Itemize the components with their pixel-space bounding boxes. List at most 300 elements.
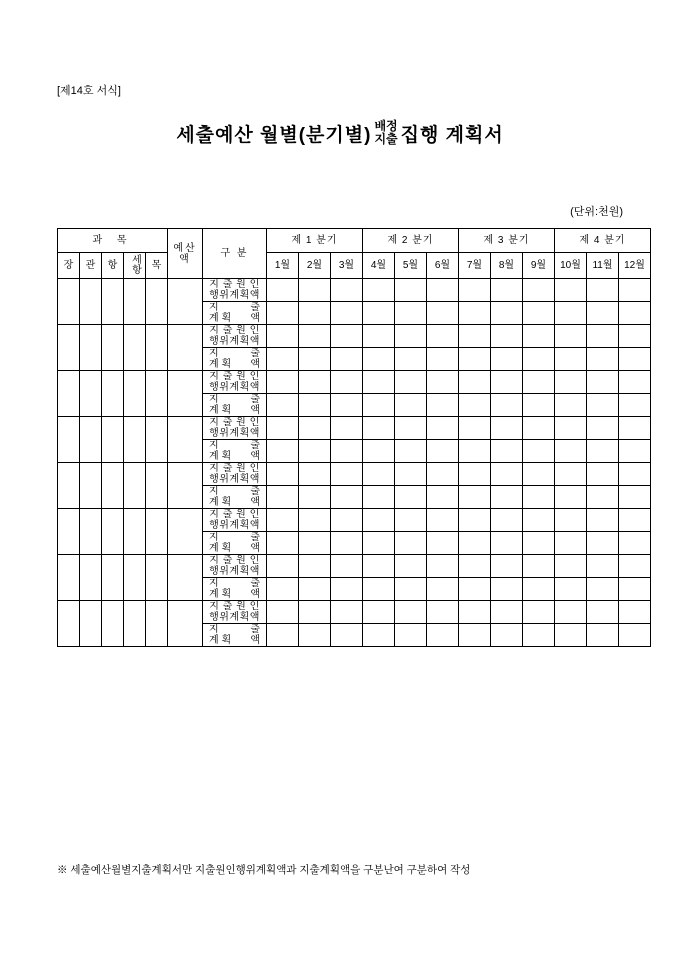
header-month-4: 4월 bbox=[363, 253, 395, 279]
header-month-8: 8월 bbox=[491, 253, 523, 279]
cell-gwamok[interactable] bbox=[80, 463, 102, 509]
cell-month-value[interactable] bbox=[555, 509, 587, 532]
cell-gwamok[interactable] bbox=[102, 555, 124, 601]
cell-month-value[interactable] bbox=[491, 371, 523, 394]
cell-gwamok[interactable] bbox=[146, 555, 168, 601]
header-gwamok-label: 과 목 bbox=[92, 235, 133, 246]
cell-month-value[interactable] bbox=[459, 555, 491, 578]
cell-month-value[interactable] bbox=[555, 325, 587, 348]
cell-month-value[interactable] bbox=[587, 509, 619, 532]
header-month-9: 9월 bbox=[523, 253, 555, 279]
cell-month-value[interactable] bbox=[459, 463, 491, 486]
cell-month-value[interactable] bbox=[267, 463, 299, 486]
cell-month-value[interactable] bbox=[491, 555, 523, 578]
cell-month-value[interactable] bbox=[395, 509, 427, 532]
cell-budget-amount[interactable] bbox=[168, 371, 203, 417]
cell-month-value[interactable] bbox=[427, 624, 459, 647]
cell-gwamok[interactable] bbox=[146, 509, 168, 555]
cell-month-value[interactable] bbox=[267, 394, 299, 417]
cell-month-value[interactable] bbox=[459, 279, 491, 302]
cell-month-value[interactable] bbox=[331, 279, 363, 302]
cell-month-value[interactable] bbox=[459, 325, 491, 348]
cell-month-value[interactable] bbox=[619, 440, 651, 463]
form-code: [제14호 서식] bbox=[57, 85, 121, 97]
cell-month-value[interactable] bbox=[619, 555, 651, 578]
gubun-expense-cause-line2: 행위계획액 bbox=[209, 520, 260, 531]
cell-month-value[interactable] bbox=[459, 509, 491, 532]
cell-month-value[interactable] bbox=[523, 624, 555, 647]
cell-month-value[interactable] bbox=[299, 440, 331, 463]
cell-gwamok[interactable] bbox=[102, 371, 124, 417]
cell-month-value[interactable] bbox=[331, 417, 363, 440]
cell-month-value[interactable] bbox=[331, 509, 363, 532]
cell-month-value[interactable] bbox=[491, 624, 523, 647]
cell-month-value[interactable] bbox=[587, 279, 619, 302]
cell-month-value[interactable] bbox=[331, 394, 363, 417]
cell-gwamok[interactable] bbox=[146, 325, 168, 371]
cell-month-value[interactable] bbox=[331, 601, 363, 624]
cell-month-value[interactable] bbox=[555, 348, 587, 371]
title-main-right: 집행 계획서 bbox=[400, 125, 504, 147]
cell-gubun-expense-plan bbox=[203, 486, 267, 509]
cell-month-value[interactable] bbox=[267, 348, 299, 371]
header-gwamok-jang: 장 bbox=[58, 253, 80, 279]
cell-gwamok[interactable] bbox=[146, 279, 168, 325]
cell-month-value[interactable] bbox=[299, 325, 331, 348]
unit-note: (단위:천원) bbox=[570, 206, 623, 218]
cell-gwamok[interactable] bbox=[102, 601, 124, 647]
header-quarter-3: 제 3 분기 bbox=[459, 229, 555, 253]
gubun-expense-plan-line1: 지 출 bbox=[209, 486, 260, 497]
cell-gwamok[interactable] bbox=[58, 601, 80, 647]
cell-gwamok[interactable] bbox=[58, 463, 80, 509]
cell-gwamok[interactable] bbox=[80, 371, 102, 417]
cell-month-value[interactable] bbox=[555, 486, 587, 509]
cell-gwamok[interactable] bbox=[102, 417, 124, 463]
cell-month-value[interactable] bbox=[299, 601, 331, 624]
cell-month-value[interactable] bbox=[427, 417, 459, 440]
cell-gwamok[interactable] bbox=[124, 279, 146, 325]
cell-gwamok[interactable] bbox=[102, 463, 124, 509]
gubun-expense-plan-line2: 계 획 액 bbox=[209, 405, 260, 416]
gubun-expense-plan-line1: 지 출 bbox=[209, 302, 260, 313]
cell-month-value[interactable] bbox=[587, 440, 619, 463]
title-main-left: 세출예산 월별(분기별) bbox=[176, 125, 372, 147]
gubun-expense-plan-line1: 지 출 bbox=[209, 624, 260, 635]
cell-month-value[interactable] bbox=[619, 394, 651, 417]
cell-month-value[interactable] bbox=[555, 302, 587, 325]
cell-month-value[interactable] bbox=[427, 532, 459, 555]
header-month-11: 11월 bbox=[587, 253, 619, 279]
cell-month-value[interactable] bbox=[267, 302, 299, 325]
cell-budget-amount[interactable] bbox=[168, 601, 203, 647]
cell-month-value[interactable] bbox=[363, 417, 395, 440]
header-month-3: 3월 bbox=[331, 253, 363, 279]
cell-month-value[interactable] bbox=[619, 486, 651, 509]
cell-month-value[interactable] bbox=[619, 509, 651, 532]
header-month-10: 10월 bbox=[555, 253, 587, 279]
cell-budget-amount[interactable] bbox=[168, 417, 203, 463]
cell-month-value[interactable] bbox=[331, 463, 363, 486]
cell-gwamok[interactable] bbox=[80, 325, 102, 371]
cell-gwamok[interactable] bbox=[146, 371, 168, 417]
cell-month-value[interactable] bbox=[459, 440, 491, 463]
cell-month-value[interactable] bbox=[523, 302, 555, 325]
cell-month-value[interactable] bbox=[427, 302, 459, 325]
cell-month-value[interactable] bbox=[619, 302, 651, 325]
header-gwamok-hang: 항 bbox=[102, 253, 124, 279]
cell-month-value[interactable] bbox=[363, 279, 395, 302]
cell-month-value[interactable] bbox=[587, 555, 619, 578]
cell-month-value[interactable] bbox=[299, 509, 331, 532]
cell-month-value[interactable] bbox=[267, 440, 299, 463]
cell-gwamok[interactable] bbox=[102, 325, 124, 371]
cell-month-value[interactable] bbox=[363, 578, 395, 601]
cell-gubun-expense-cause bbox=[203, 279, 267, 302]
cell-month-value[interactable] bbox=[491, 417, 523, 440]
cell-month-value[interactable] bbox=[267, 371, 299, 394]
cell-month-value[interactable] bbox=[267, 555, 299, 578]
cell-gwamok[interactable] bbox=[58, 371, 80, 417]
gubun-expense-cause-line1: 지 출 원 인 bbox=[209, 463, 260, 474]
cell-month-value[interactable] bbox=[299, 532, 331, 555]
header-quarter-1: 제 1 분기 bbox=[267, 229, 363, 253]
cell-month-value[interactable] bbox=[555, 440, 587, 463]
cell-month-value[interactable] bbox=[267, 325, 299, 348]
cell-month-value[interactable] bbox=[459, 624, 491, 647]
gubun-expense-cause-line1: 지 출 원 인 bbox=[209, 509, 260, 520]
gubun-expense-plan-line2: 계 획 액 bbox=[209, 543, 260, 554]
cell-month-value[interactable] bbox=[299, 348, 331, 371]
gubun-expense-plan-line1: 지 출 bbox=[209, 578, 260, 589]
cell-month-value[interactable] bbox=[363, 463, 395, 486]
cell-gwamok[interactable] bbox=[146, 601, 168, 647]
cell-month-value[interactable] bbox=[523, 348, 555, 371]
cell-gwamok[interactable] bbox=[124, 325, 146, 371]
cell-gubun-expense-cause bbox=[203, 325, 267, 348]
header-gubun: 구 분 bbox=[203, 229, 267, 279]
cell-month-value[interactable] bbox=[459, 578, 491, 601]
cell-month-value[interactable] bbox=[459, 394, 491, 417]
cell-month-value[interactable] bbox=[523, 394, 555, 417]
cell-month-value[interactable] bbox=[267, 417, 299, 440]
table-row bbox=[58, 325, 651, 348]
cell-month-value[interactable] bbox=[363, 601, 395, 624]
cell-month-value[interactable] bbox=[523, 601, 555, 624]
cell-month-value[interactable] bbox=[587, 371, 619, 394]
cell-month-value[interactable] bbox=[523, 555, 555, 578]
cell-month-value[interactable] bbox=[331, 555, 363, 578]
cell-month-value[interactable] bbox=[299, 624, 331, 647]
cell-month-value[interactable] bbox=[523, 486, 555, 509]
cell-month-value[interactable] bbox=[299, 394, 331, 417]
cell-month-value[interactable] bbox=[491, 601, 523, 624]
gubun-expense-cause-line1: 지 출 원 인 bbox=[209, 601, 260, 612]
cell-budget-amount[interactable] bbox=[168, 325, 203, 371]
cell-month-value[interactable] bbox=[491, 302, 523, 325]
cell-month-value[interactable] bbox=[427, 555, 459, 578]
cell-gwamok[interactable] bbox=[58, 279, 80, 325]
gubun-expense-plan-line2: 계 획 액 bbox=[209, 589, 260, 600]
cell-month-value[interactable] bbox=[267, 624, 299, 647]
header-quarter-2: 제 2 분기 bbox=[363, 229, 459, 253]
budget-table-body bbox=[58, 279, 651, 647]
cell-month-value[interactable] bbox=[299, 463, 331, 486]
cell-month-value[interactable] bbox=[427, 463, 459, 486]
cell-gwamok[interactable] bbox=[58, 555, 80, 601]
cell-month-value[interactable] bbox=[299, 578, 331, 601]
cell-budget-amount[interactable] bbox=[168, 463, 203, 509]
cell-month-value[interactable] bbox=[555, 578, 587, 601]
cell-month-value[interactable] bbox=[331, 371, 363, 394]
cell-gwamok[interactable] bbox=[124, 601, 146, 647]
cell-month-value[interactable] bbox=[363, 348, 395, 371]
cell-month-value[interactable] bbox=[587, 486, 619, 509]
cell-month-value[interactable] bbox=[331, 302, 363, 325]
cell-month-value[interactable] bbox=[395, 532, 427, 555]
cell-gwamok[interactable] bbox=[124, 555, 146, 601]
cell-month-value[interactable] bbox=[491, 325, 523, 348]
cell-month-value[interactable] bbox=[491, 440, 523, 463]
cell-month-value[interactable] bbox=[395, 417, 427, 440]
cell-month-value[interactable] bbox=[555, 371, 587, 394]
cell-month-value[interactable] bbox=[299, 555, 331, 578]
cell-month-value[interactable] bbox=[395, 601, 427, 624]
cell-gubun-expense-plan bbox=[203, 532, 267, 555]
gubun-expense-cause-line2: 행위계획액 bbox=[209, 428, 260, 439]
cell-month-value[interactable] bbox=[299, 371, 331, 394]
gubun-expense-plan-line2: 계 획 액 bbox=[209, 497, 260, 508]
cell-month-value[interactable] bbox=[395, 348, 427, 371]
cell-month-value[interactable] bbox=[395, 463, 427, 486]
cell-month-value[interactable] bbox=[619, 371, 651, 394]
cell-month-value[interactable] bbox=[523, 371, 555, 394]
gubun-expense-cause-line2: 행위계획액 bbox=[209, 290, 260, 301]
cell-month-value[interactable] bbox=[619, 578, 651, 601]
cell-month-value[interactable] bbox=[587, 394, 619, 417]
cell-month-value[interactable] bbox=[587, 578, 619, 601]
header-month-12: 12월 bbox=[619, 253, 651, 279]
cell-month-value[interactable] bbox=[299, 417, 331, 440]
cell-month-value[interactable] bbox=[619, 463, 651, 486]
cell-month-value[interactable] bbox=[459, 348, 491, 371]
cell-month-value[interactable] bbox=[395, 325, 427, 348]
gubun-expense-plan-line1: 지 출 bbox=[209, 440, 260, 451]
cell-month-value[interactable] bbox=[395, 371, 427, 394]
cell-gwamok[interactable] bbox=[80, 555, 102, 601]
header-gwamok-gwan: 관 bbox=[80, 253, 102, 279]
cell-month-value[interactable] bbox=[363, 302, 395, 325]
cell-month-value[interactable] bbox=[395, 578, 427, 601]
cell-month-value[interactable] bbox=[267, 601, 299, 624]
cell-month-value[interactable] bbox=[555, 555, 587, 578]
cell-budget-amount[interactable] bbox=[168, 509, 203, 555]
cell-month-value[interactable] bbox=[459, 371, 491, 394]
cell-month-value[interactable] bbox=[299, 486, 331, 509]
cell-month-value[interactable] bbox=[427, 348, 459, 371]
cell-month-value[interactable] bbox=[587, 624, 619, 647]
cell-budget-amount[interactable] bbox=[168, 555, 203, 601]
header-budget-amount: 예산액 bbox=[168, 229, 203, 279]
header-month-1: 1월 bbox=[267, 253, 299, 279]
cell-gwamok[interactable] bbox=[102, 509, 124, 555]
cell-month-value[interactable] bbox=[587, 417, 619, 440]
cell-month-value[interactable] bbox=[523, 279, 555, 302]
cell-month-value[interactable] bbox=[523, 463, 555, 486]
title-stack-top: 배정 bbox=[374, 119, 398, 133]
cell-month-value[interactable] bbox=[363, 624, 395, 647]
cell-month-value[interactable] bbox=[555, 417, 587, 440]
cell-month-value[interactable] bbox=[619, 417, 651, 440]
cell-month-value[interactable] bbox=[331, 440, 363, 463]
cell-gwamok[interactable] bbox=[124, 417, 146, 463]
cell-month-value[interactable] bbox=[331, 486, 363, 509]
cell-month-value[interactable] bbox=[491, 509, 523, 532]
cell-month-value[interactable] bbox=[523, 532, 555, 555]
cell-month-value[interactable] bbox=[619, 279, 651, 302]
cell-month-value[interactable] bbox=[427, 394, 459, 417]
cell-month-value[interactable] bbox=[587, 532, 619, 555]
cell-month-value[interactable] bbox=[491, 463, 523, 486]
cell-month-value[interactable] bbox=[363, 555, 395, 578]
cell-month-value[interactable] bbox=[619, 601, 651, 624]
cell-month-value[interactable] bbox=[363, 440, 395, 463]
cell-gwamok[interactable] bbox=[124, 463, 146, 509]
cell-month-value[interactable] bbox=[331, 325, 363, 348]
cell-month-value[interactable] bbox=[555, 624, 587, 647]
cell-month-value[interactable] bbox=[267, 486, 299, 509]
cell-month-value[interactable] bbox=[363, 486, 395, 509]
cell-gubun-expense-plan bbox=[203, 624, 267, 647]
gubun-expense-plan-line2: 계 획 액 bbox=[209, 359, 260, 370]
cell-month-value[interactable] bbox=[331, 578, 363, 601]
cell-gwamok[interactable] bbox=[80, 509, 102, 555]
cell-gubun-expense-plan bbox=[203, 394, 267, 417]
cell-month-value[interactable] bbox=[619, 532, 651, 555]
cell-month-value[interactable] bbox=[427, 440, 459, 463]
cell-month-value[interactable] bbox=[555, 532, 587, 555]
cell-month-value[interactable] bbox=[459, 417, 491, 440]
cell-gwamok[interactable] bbox=[124, 371, 146, 417]
cell-month-value[interactable] bbox=[299, 279, 331, 302]
cell-month-value[interactable] bbox=[523, 417, 555, 440]
document-title bbox=[57, 120, 623, 164]
gubun-expense-plan-line2: 계 획 액 bbox=[209, 635, 260, 646]
gubun-expense-cause-line1: 지 출 원 인 bbox=[209, 417, 260, 428]
cell-gwamok[interactable] bbox=[80, 601, 102, 647]
cell-month-value[interactable] bbox=[523, 578, 555, 601]
cell-month-value[interactable] bbox=[267, 509, 299, 532]
cell-month-value[interactable] bbox=[523, 440, 555, 463]
cell-gubun-expense-cause bbox=[203, 555, 267, 578]
header-month-7: 7월 bbox=[459, 253, 491, 279]
cell-month-value[interactable] bbox=[555, 394, 587, 417]
cell-gubun-expense-plan bbox=[203, 578, 267, 601]
cell-month-value[interactable] bbox=[363, 509, 395, 532]
cell-month-value[interactable] bbox=[619, 325, 651, 348]
gubun-expense-plan-line1: 지 출 bbox=[209, 348, 260, 359]
budget-table-wrap bbox=[57, 228, 651, 647]
cell-month-value[interactable] bbox=[619, 624, 651, 647]
cell-month-value[interactable] bbox=[299, 302, 331, 325]
cell-month-value[interactable] bbox=[491, 578, 523, 601]
cell-month-value[interactable] bbox=[267, 532, 299, 555]
cell-gubun-expense-cause bbox=[203, 463, 267, 486]
cell-gwamok[interactable] bbox=[80, 279, 102, 325]
cell-gwamok[interactable] bbox=[146, 463, 168, 509]
cell-month-value[interactable] bbox=[523, 509, 555, 532]
cell-month-value[interactable] bbox=[363, 325, 395, 348]
cell-month-value[interactable] bbox=[427, 325, 459, 348]
gubun-expense-cause-line2: 행위계획액 bbox=[209, 336, 260, 347]
cell-month-value[interactable] bbox=[331, 532, 363, 555]
cell-month-value[interactable] bbox=[395, 394, 427, 417]
cell-gwamok[interactable] bbox=[58, 509, 80, 555]
cell-month-value[interactable] bbox=[427, 601, 459, 624]
header-month-2: 2월 bbox=[299, 253, 331, 279]
cell-gwamok[interactable] bbox=[80, 417, 102, 463]
cell-month-value[interactable] bbox=[427, 371, 459, 394]
cell-month-value[interactable] bbox=[555, 601, 587, 624]
cell-month-value[interactable] bbox=[523, 325, 555, 348]
cell-month-value[interactable] bbox=[491, 394, 523, 417]
cell-month-value[interactable] bbox=[459, 486, 491, 509]
table-row bbox=[58, 509, 651, 532]
cell-month-value[interactable] bbox=[427, 578, 459, 601]
cell-month-value[interactable] bbox=[555, 279, 587, 302]
cell-month-value[interactable] bbox=[491, 532, 523, 555]
cell-month-value[interactable] bbox=[395, 486, 427, 509]
cell-budget-amount[interactable] bbox=[168, 279, 203, 325]
cell-month-value[interactable] bbox=[331, 348, 363, 371]
cell-month-value[interactable] bbox=[491, 279, 523, 302]
cell-month-value[interactable] bbox=[363, 394, 395, 417]
cell-month-value[interactable] bbox=[395, 624, 427, 647]
cell-gwamok[interactable] bbox=[58, 417, 80, 463]
cell-month-value[interactable] bbox=[619, 348, 651, 371]
cell-gwamok[interactable] bbox=[58, 325, 80, 371]
cell-month-value[interactable] bbox=[587, 325, 619, 348]
cell-month-value[interactable] bbox=[427, 509, 459, 532]
cell-month-value[interactable] bbox=[587, 601, 619, 624]
cell-month-value[interactable] bbox=[363, 532, 395, 555]
cell-month-value[interactable] bbox=[395, 440, 427, 463]
cell-month-value[interactable] bbox=[363, 371, 395, 394]
cell-month-value[interactable] bbox=[395, 279, 427, 302]
cell-gwamok[interactable] bbox=[102, 279, 124, 325]
cell-month-value[interactable] bbox=[427, 486, 459, 509]
cell-month-value[interactable] bbox=[491, 348, 523, 371]
cell-month-value[interactable] bbox=[427, 279, 459, 302]
cell-month-value[interactable] bbox=[587, 463, 619, 486]
cell-month-value[interactable] bbox=[587, 302, 619, 325]
cell-month-value[interactable] bbox=[459, 601, 491, 624]
table-row bbox=[58, 463, 651, 486]
cell-month-value[interactable] bbox=[395, 302, 427, 325]
cell-month-value[interactable] bbox=[267, 279, 299, 302]
cell-month-value[interactable] bbox=[555, 463, 587, 486]
cell-month-value[interactable] bbox=[491, 486, 523, 509]
cell-month-value[interactable] bbox=[587, 348, 619, 371]
cell-month-value[interactable] bbox=[395, 555, 427, 578]
cell-gwamok[interactable] bbox=[124, 509, 146, 555]
cell-gwamok[interactable] bbox=[146, 417, 168, 463]
cell-month-value[interactable] bbox=[459, 302, 491, 325]
cell-month-value[interactable] bbox=[331, 624, 363, 647]
cell-month-value[interactable] bbox=[267, 578, 299, 601]
header-quarter-4: 제 4 분기 bbox=[555, 229, 651, 253]
cell-month-value[interactable] bbox=[459, 532, 491, 555]
